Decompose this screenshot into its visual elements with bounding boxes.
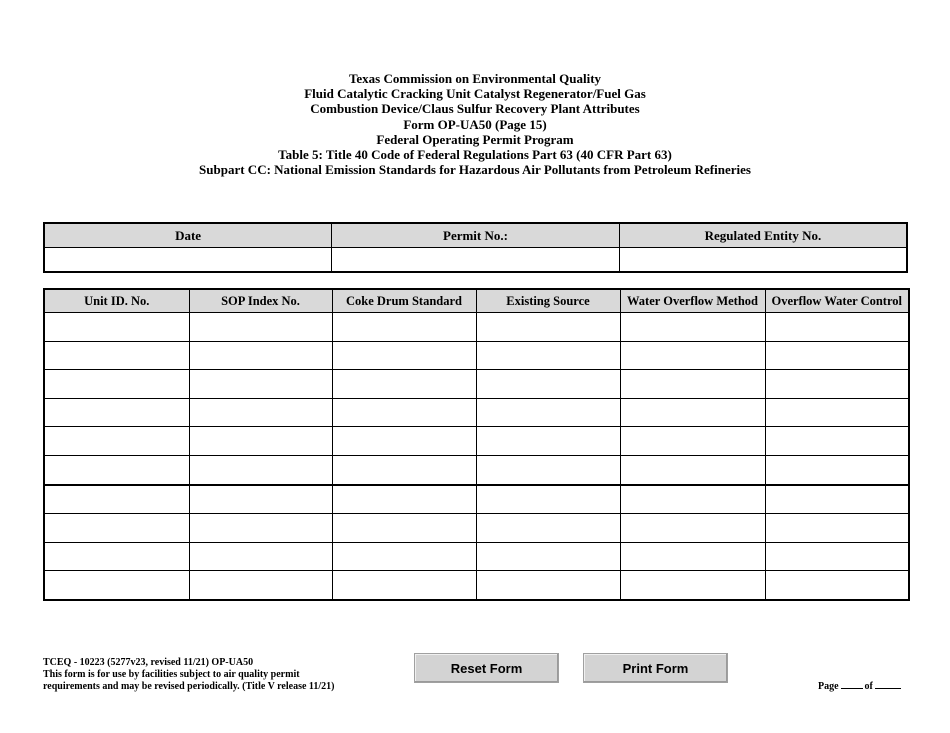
- unit-id-cell[interactable]: [44, 341, 189, 370]
- existing-source-cell[interactable]: [476, 313, 620, 342]
- table-row: [44, 313, 909, 342]
- water-overflow-method-cell[interactable]: [620, 341, 765, 370]
- unit-id-cell[interactable]: [44, 427, 189, 456]
- unit-id-header: Unit ID. No.: [44, 289, 189, 313]
- water-overflow-method-header: Water Overflow Method: [620, 289, 765, 313]
- existing-source-cell[interactable]: [476, 542, 620, 571]
- table-row: [44, 542, 909, 571]
- coke-drum-standard-cell[interactable]: [332, 398, 476, 427]
- overflow-water-control-cell[interactable]: [765, 370, 909, 399]
- form-revision: TCEQ - 10223 (5277v23, revised 11/21) OP-UA50: [43, 657, 254, 668]
- coke-drum-standard-cell[interactable]: [332, 485, 476, 514]
- sop-index-cell[interactable]: [189, 313, 332, 342]
- sop-index-cell[interactable]: [189, 455, 332, 484]
- overflow-water-control-cell[interactable]: [765, 542, 909, 571]
- date-header: Date: [44, 223, 332, 248]
- overflow-water-control-cell[interactable]: [765, 485, 909, 514]
- overflow-water-control-cell[interactable]: [765, 427, 909, 456]
- coke-drum-standard-cell[interactable]: [332, 571, 476, 600]
- table-row: [44, 571, 909, 600]
- overflow-water-control-cell[interactable]: [765, 514, 909, 543]
- coke-drum-standard-cell[interactable]: [332, 427, 476, 456]
- water-overflow-method-cell[interactable]: [620, 485, 765, 514]
- overflow-water-control-cell[interactable]: [765, 455, 909, 484]
- unit-id-cell[interactable]: [44, 571, 189, 600]
- agency-title: Texas Commission on Environmental Quality: [348, 71, 602, 86]
- overflow-water-control-cell[interactable]: [765, 571, 909, 600]
- permit-no-field[interactable]: [332, 248, 620, 273]
- water-overflow-method-cell[interactable]: [620, 398, 765, 427]
- of-label: of: [864, 681, 873, 692]
- overflow-water-control-header: Overflow Water Control: [765, 289, 909, 313]
- sop-index-cell[interactable]: [189, 370, 332, 399]
- table-row: [44, 427, 909, 456]
- unit-id-cell[interactable]: [44, 542, 189, 571]
- unit-id-cell[interactable]: [44, 370, 189, 399]
- identification-table: [43, 222, 908, 273]
- page-number-field[interactable]: [841, 679, 863, 689]
- sop-index-cell[interactable]: [189, 427, 332, 456]
- form-subject-line-1: Fluid Catalytic Cracking Unit Catalyst Regenerator/Fuel Gas: [304, 86, 646, 102]
- existing-source-cell[interactable]: [476, 455, 620, 484]
- coke-drum-standard-header: Coke Drum Standard: [332, 289, 476, 313]
- form-usage-note-2: requirements and may be revised periodically. (Title V release 11/21): [43, 681, 335, 692]
- existing-source-cell[interactable]: [476, 571, 620, 600]
- table-row: [44, 514, 909, 543]
- sop-index-cell[interactable]: [189, 341, 332, 370]
- page-label: Page: [818, 681, 839, 692]
- water-overflow-method-cell[interactable]: [620, 542, 765, 571]
- form-header: [0, 71, 950, 177]
- table-row: [44, 485, 909, 514]
- sop-index-cell[interactable]: [189, 398, 332, 427]
- existing-source-cell[interactable]: [476, 370, 620, 399]
- sop-index-cell[interactable]: [189, 514, 332, 543]
- existing-source-cell[interactable]: [476, 427, 620, 456]
- existing-source-header: Existing Source: [476, 289, 620, 313]
- overflow-water-control-cell[interactable]: [765, 341, 909, 370]
- water-overflow-method-cell[interactable]: [620, 514, 765, 543]
- unit-id-cell[interactable]: [44, 485, 189, 514]
- water-overflow-method-cell[interactable]: [620, 427, 765, 456]
- existing-source-cell[interactable]: [476, 341, 620, 370]
- subpart-title: Subpart CC: National Emission Standards for Hazardous Air Pollutants from Petroleum Refineries: [199, 162, 751, 178]
- existing-source-cell[interactable]: [476, 514, 620, 543]
- regulated-entity-header: Regulated Entity No.: [619, 223, 907, 248]
- unit-id-cell[interactable]: [44, 313, 189, 342]
- permit-no-header: Permit No.:: [332, 223, 620, 248]
- unit-id-cell[interactable]: [44, 398, 189, 427]
- sop-index-cell[interactable]: [189, 571, 332, 600]
- page-number: [818, 679, 903, 692]
- water-overflow-method-cell[interactable]: [620, 370, 765, 399]
- coke-drum-standard-cell[interactable]: [332, 341, 476, 370]
- form-number: Form OP-UA50 (Page 15): [403, 116, 547, 132]
- page-total-field[interactable]: [875, 679, 901, 689]
- table-title: Table 5: Title 40 Code of Federal Regulations Part 63 (40 CFR Part 63): [278, 147, 672, 163]
- coke-drum-standard-cell[interactable]: [332, 514, 476, 543]
- water-overflow-method-cell[interactable]: [620, 313, 765, 342]
- form-footer-note: [43, 657, 334, 693]
- regulated-entity-field[interactable]: [619, 248, 907, 273]
- table-row: [44, 398, 909, 427]
- coke-drum-standard-cell[interactable]: [332, 370, 476, 399]
- form-usage-note-1: This form is for use by facilities subject to air quality permit: [43, 669, 300, 680]
- sop-index-cell[interactable]: [189, 485, 332, 514]
- overflow-water-control-cell[interactable]: [765, 313, 909, 342]
- sop-index-cell[interactable]: [189, 542, 332, 571]
- print-form-button[interactable]: Print Form: [583, 653, 728, 683]
- form-subject-line-2: Combustion Device/Claus Sulfur Recovery Plant Attributes: [310, 101, 640, 117]
- table-row: [44, 455, 909, 484]
- sop-index-header: SOP Index No.: [189, 289, 332, 313]
- attributes-table: [43, 288, 910, 601]
- unit-id-cell[interactable]: [44, 514, 189, 543]
- program-name: Federal Operating Permit Program: [376, 131, 574, 147]
- coke-drum-standard-cell[interactable]: [332, 313, 476, 342]
- unit-id-cell[interactable]: [44, 455, 189, 484]
- table-row: [44, 341, 909, 370]
- coke-drum-standard-cell[interactable]: [332, 542, 476, 571]
- reset-form-button[interactable]: Reset Form: [414, 653, 559, 683]
- water-overflow-method-cell[interactable]: [620, 571, 765, 600]
- coke-drum-standard-cell[interactable]: [332, 455, 476, 484]
- table-row: [44, 370, 909, 399]
- date-field[interactable]: [44, 248, 332, 273]
- overflow-water-control-cell[interactable]: [765, 398, 909, 427]
- existing-source-cell[interactable]: [476, 398, 620, 427]
- existing-source-cell[interactable]: [476, 485, 620, 514]
- water-overflow-method-cell[interactable]: [620, 455, 765, 484]
